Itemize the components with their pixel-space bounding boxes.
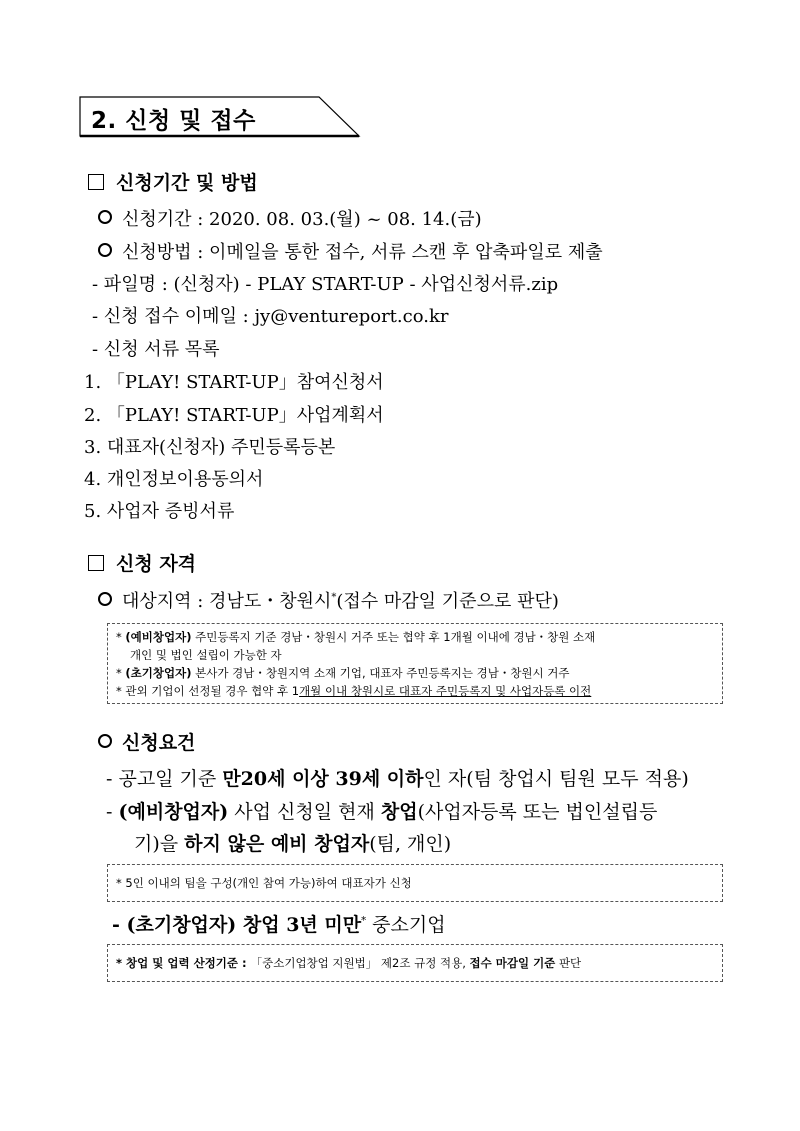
note-underline: 개월 이내 창원시로 대표자 주민등록지 및 사업자등록 이전 — [299, 684, 592, 698]
criteria-note-box: * 창업 및 업력 산정기준 : 「중소기업창업 지원법」 제2조 규정 적용, 접수 마감일 기준 판단 — [107, 944, 723, 982]
section1-title-text: 신청기간 및 방법 — [116, 172, 258, 194]
req-bold: 하지 않은 예비 창업자 — [184, 833, 370, 855]
note-bold: (초기창업자) — [125, 666, 192, 680]
region-note-box — [107, 623, 723, 704]
region-tail-text: (접수 마감일 기준으로 판단) — [336, 591, 559, 612]
requirements-title-text: 신청요건 — [122, 732, 196, 754]
section2-title-text: 신청 자격 — [116, 553, 197, 575]
doc-item-5: 5. 사업자 증빙서류 — [84, 501, 235, 522]
note-bold: * 창업 및 업력 산정기준 : — [116, 956, 251, 970]
footnote-mark: * — [361, 915, 367, 927]
note-line: * (초기창업자) 본사가 경남・창원지역 소재 기업, 대표자 주민등록지는 경남・창원시 거주 — [116, 666, 570, 680]
note-bold: (예비창업자) — [125, 630, 192, 644]
circle-bullet-icon — [98, 210, 112, 224]
circle-bullet-icon — [98, 592, 112, 606]
req-age-line: - 공고일 기준 만20세 이상 39세 이하인 자(팀 창업시 팀원 모두 적용) — [106, 768, 689, 790]
section2-title — [88, 549, 196, 576]
req-bold: - (초기창업자) 창업 3년 미만 — [112, 914, 362, 936]
checkbox-square-icon — [88, 174, 104, 190]
period-line — [98, 205, 482, 231]
method-text: 신청방법 : 이메일을 통한 접수, 서류 스캔 후 압축파일로 제출 — [122, 242, 603, 263]
page-title: 2. 신청 및 접수 — [91, 108, 256, 134]
doc-item-1: 1. 「PLAY! START-UP」참여신청서 — [84, 372, 384, 393]
note-line: 개인 및 법인 설립이 가능한 자 — [130, 648, 282, 662]
method-line — [98, 238, 603, 264]
region-line — [98, 587, 559, 613]
req-prestartup-line: - (예비창업자) 사업 신청일 현재 창업(사업자등록 또는 법인설립등 — [106, 801, 658, 823]
region-footnote-mark: * — [331, 592, 337, 603]
filename-line: - 파일명 : (신청자) - PLAY START-UP - 사업신청서류.zip — [92, 274, 559, 295]
section-heading-box — [79, 96, 359, 136]
doc-item-3: 3. 대표자(신청자) 주민등록등본 — [84, 437, 336, 458]
email-line: - 신청 접수 이메일 : jy@ventureport.co.kr — [92, 306, 449, 327]
doc-item-2: 2. 「PLAY! START-UP」사업계획서 — [84, 405, 384, 426]
req-early-startup-line: - (초기창업자) 창업 3년 미만* 중소기업 — [112, 914, 446, 936]
period-text: 신청기간 : 2020. 08. 03.(월) ~ 08. 14.(금) — [122, 209, 482, 230]
note-bold: 접수 마감일 기준 — [469, 956, 556, 970]
requirements-title — [98, 728, 195, 755]
circle-bullet-icon — [98, 243, 112, 257]
circle-bullet-icon — [98, 734, 112, 748]
team-note-box: * 5인 이내의 팀을 구성(개인 참여 가능)하여 대표자가 신청 — [107, 864, 723, 902]
region-text: 대상지역 : 경남도・창원시 — [122, 591, 332, 612]
req-bold: (예비창업자) — [118, 801, 229, 823]
checkbox-square-icon — [88, 555, 104, 571]
req-bold: 창업 — [380, 801, 418, 823]
note-line: * (예비창업자) 주민등록지 기준 경남・창원시 거주 또는 협약 후 1개월 이내에 경남・창원 소재 — [116, 630, 596, 644]
req-prestartup-line2: 기)을 하지 않은 예비 창업자(팀, 개인) — [134, 833, 452, 855]
doc-item-4: 4. 개인정보이용동의서 — [84, 469, 264, 490]
section1-title — [88, 168, 258, 195]
req-age-bold: 만20세 이상 39세 이하 — [222, 768, 424, 790]
note-line: * 관외 기업이 선정될 경우 협약 후 1개월 이내 창원시로 대표자 주민등록지 및 사업자등록 이전 — [116, 684, 592, 698]
docs-title: - 신청 서류 목록 — [92, 339, 220, 360]
